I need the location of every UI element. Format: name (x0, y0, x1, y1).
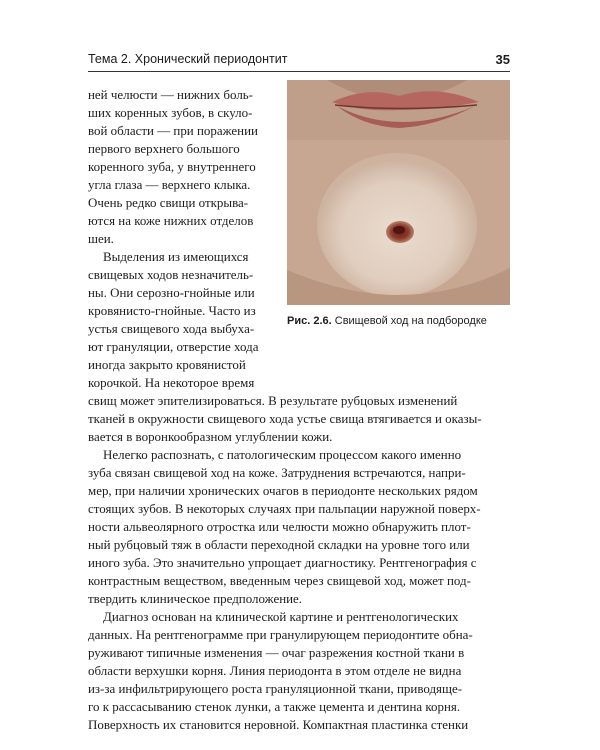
text-line: вой области — при поражении (88, 123, 258, 138)
text-line: Выделения из имеющихся (103, 249, 249, 264)
text-line: из-за инфильтрирующего роста грануляционной ткани, приводяще- (88, 681, 463, 696)
figure-caption-text: Свищевой ход на подбородке (334, 315, 487, 327)
text-line: контрастным веществом, введенным через свищевой ход, может под- (88, 573, 471, 588)
page-number: 35 (495, 52, 510, 67)
text-line: Поверхность их становится неровной. Компактная пластинка стенки (88, 717, 469, 732)
text-line: свищевых ходов незначитель- (88, 267, 254, 282)
text-line: вается в воронкообразном углублении кожи. (88, 429, 333, 444)
text-line: руживают типичные изменения — очаг разрежения костной ткани в (88, 645, 465, 660)
text-line: ны. Они серозно-гнойные или (88, 285, 255, 300)
chin-fistula-photo (287, 80, 510, 305)
text-line: иного зуба. Это значительно упрощает диагностику. Рентгенография с (88, 555, 477, 570)
figure-caption (287, 314, 510, 328)
text-line: области верхушки корня. Линия периодонта в этом отделе не видна (88, 663, 462, 678)
text-line: ности альвеолярного отростка или челюсти можно обнаружить плот- (88, 519, 471, 534)
text-line: корочкой. На некоторое время (88, 375, 255, 390)
chapter-title: Тема 2. Хронический периодонтит (88, 52, 288, 66)
text-line: ный рубцовый тяж в области переходной складки на уровне того или (88, 537, 470, 552)
text-line: Диагноз основан на клинической картине и рентгенологических (103, 609, 459, 624)
text-line: ются на коже нижних отделов (88, 213, 254, 228)
text-line: тканей в окружности свищевого хода устье свища втягивается и оказы- (88, 411, 482, 426)
text-line: коренного зуба, у внутреннего (88, 159, 256, 174)
text-line: свищ может эпителизироваться. В результате рубцовых изменений (88, 393, 458, 408)
text-line: ней челюсти — нижних боль- (88, 87, 254, 102)
text-line: иногда закрыто кровянистой (88, 357, 246, 372)
text-line: Очень редко свищи открыва- (88, 195, 249, 210)
text-line: зуба связан свищевой ход на коже. Затруднения встречаются, напри- (88, 465, 466, 480)
text-line: го к рассасыванию стенок лунки, а также цемента и дентина корня. (88, 699, 461, 714)
figure-label: Рис. 2.6. (287, 315, 332, 327)
text-line: данных. На рентгенограмме при гранулирующем периодонтите обна- (88, 627, 473, 642)
text-line: стоящих зубов. В некоторых случаях при пальпации наружной поверх- (88, 501, 481, 516)
text-line: первого верхнего большого (88, 141, 240, 156)
text-line: шеи. (88, 231, 114, 246)
text-line: устья свищевого хода выбуха- (88, 321, 255, 336)
text-line: угла глаза — верхнего клыка. (88, 177, 251, 192)
text-line: ют грануляции, отверстие хода (88, 339, 259, 354)
text-line: твердить клиническое предположение. (88, 591, 303, 606)
text-line: мер, при наличии хронических очагов в периодонте нескольких рядом (88, 483, 478, 498)
text-line: ших коренных зубов, в скуло- (88, 105, 253, 120)
text-line: Нелегко распознать, с патологическим процессом какого именно (103, 447, 462, 462)
header-rule (88, 71, 510, 72)
text-line: кровянисто-гнойные. Часто из (88, 303, 256, 318)
running-header (88, 52, 510, 68)
